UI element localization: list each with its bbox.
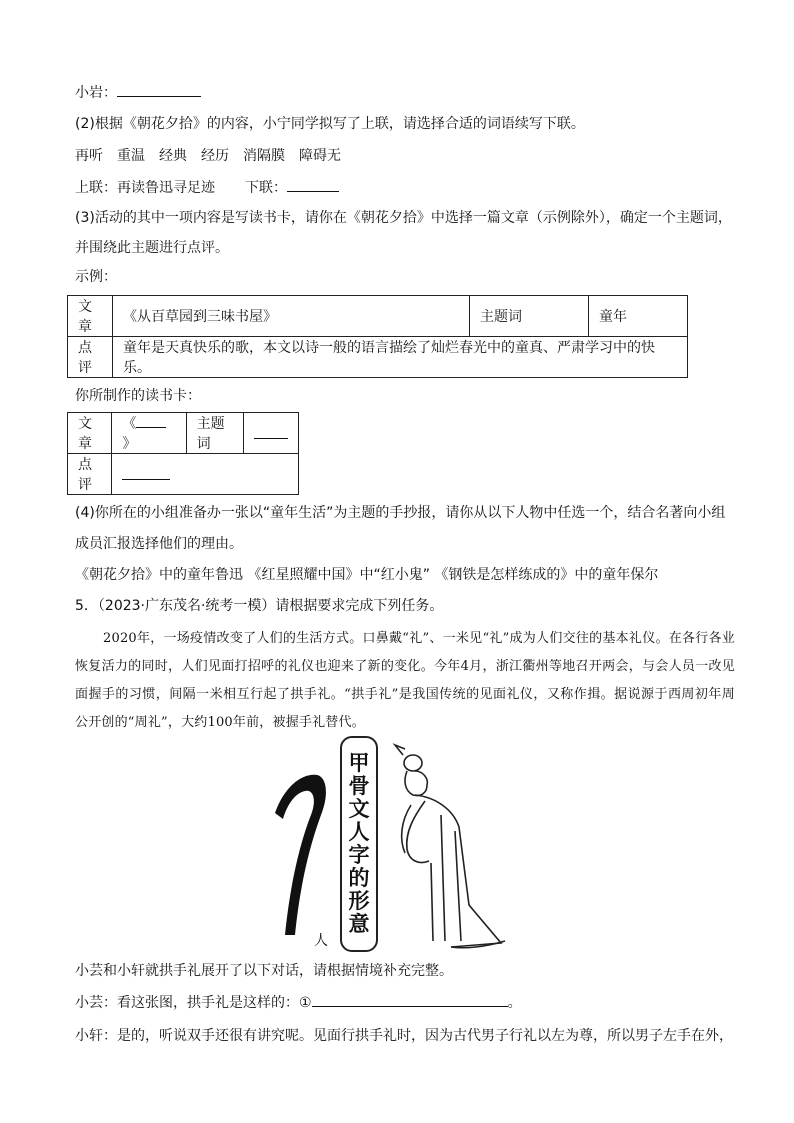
your-card-label-theme: 主题词 bbox=[186, 413, 243, 454]
couplet-line bbox=[75, 177, 339, 198]
oracle-bone-stroke bbox=[275, 775, 326, 935]
example-reading-card bbox=[67, 295, 688, 378]
oracle-character-label: 甲 骨 文 人 字 的 形 意 bbox=[340, 736, 378, 952]
your-card-label-article: 文章 bbox=[68, 413, 112, 454]
card-article: 《从百草园到三味书屋》 bbox=[113, 296, 470, 337]
question-2: (2)根据《朝花夕拾》的内容，小宁同学拟写了上联，请选择合适的词语续写下联。 bbox=[75, 116, 585, 132]
question-3b: 并围绕此主题进行点评。 bbox=[75, 240, 229, 256]
xiaoyan-line bbox=[75, 82, 201, 103]
xiaoyun-blank[interactable] bbox=[312, 992, 508, 1007]
example-label: 示例： bbox=[75, 269, 117, 285]
your-card-label-comment: 点评 bbox=[68, 454, 112, 495]
passage bbox=[75, 625, 735, 737]
small-character: 人 bbox=[314, 933, 328, 949]
your-card-comment bbox=[112, 454, 299, 495]
xiaoyun-text: 小芸：看这张图，拱手礼是这样的： bbox=[75, 995, 299, 1011]
dialog-intro: 小芸和小轩就拱手礼展开了以下对话，请根据情境补充完整。 bbox=[75, 963, 453, 979]
passage-paragraph: 2020年，一场疫情改变了人们的生活方式。口鼻戴“礼”、一米见“礼”成为人们交往的基本礼仪。在各行各业恢复活力的同时，人们见面打招呼的礼仪也迎来了新的变化。今年4月，浙江衢州等地召开两会，与会人员一改见面握手的习惯，间隔一米相互行起了拱手礼。“拱手礼”是我国传统的见面礼仪，又称作揖。据说源于西周初年周公开创的“周礼”，大约100年前，被握手礼替代。 bbox=[75, 631, 735, 730]
card-label-article: 文章 bbox=[68, 296, 113, 337]
your-card-article: 《》 bbox=[112, 413, 186, 454]
card-label-comment: 点评 bbox=[68, 337, 113, 378]
xiaoyan-label: 小岩： bbox=[75, 85, 117, 101]
card-comment: 童年是天真快乐的歌，本文以诗一般的语言描绘了灿烂春光中的童真、严肃学习中的快乐。 bbox=[113, 337, 688, 378]
article-blank[interactable] bbox=[136, 413, 166, 428]
bowing-person-illustration bbox=[395, 745, 505, 948]
your-card-theme bbox=[244, 413, 299, 454]
word-options: 再听 重温 经典 经历 消隔膜 障碍无 bbox=[75, 148, 341, 164]
question-5: 5．（2023·广东茂名·统考一模）请根据要求完成下列任务。 bbox=[75, 598, 444, 614]
question-3a: (3)活动的其中一项内容是写读书卡，请你在《朝花夕拾》中选择一篇文章（示例除外），确定一个主题词， bbox=[75, 210, 732, 226]
xiaoyun-line: 小芸：看这张图，拱手礼是这样的：① 。 bbox=[75, 992, 522, 1013]
couplet-upper: 上联：再读鲁迅寻足迹 bbox=[75, 180, 215, 196]
xiaoxuan-line: 小轩：是的，听说双手还很有讲究呢。见面行拱手礼时，因为古代男子行礼以左为尊，所以男子左手在外， bbox=[75, 1028, 733, 1044]
comment-blank[interactable] bbox=[122, 465, 170, 480]
oracle-bone-figure bbox=[255, 735, 545, 950]
card-theme: 童年 bbox=[589, 296, 688, 337]
card-label-theme: 主题词 bbox=[470, 296, 589, 337]
your-card-label: 你所制作的读书卡： bbox=[75, 388, 201, 404]
couplet-blank[interactable] bbox=[287, 177, 339, 192]
question-4c: 《朝花夕拾》中的童年鲁迅 《红星照耀中国》中“红小鬼” 《钢铁是怎样练成的》中的童年保尔 bbox=[75, 567, 659, 583]
answer-blank[interactable] bbox=[117, 82, 201, 97]
question-4a: (4)你所在的小组准备办一张以“童年生活”为主题的手抄报，请你从以下人物中任选一个，结合名著向小组 bbox=[75, 505, 726, 521]
question-4b: 成员汇报选择他们的理由。 bbox=[75, 536, 243, 552]
couplet-lower-label: 下联： bbox=[245, 180, 287, 196]
your-reading-card bbox=[67, 412, 299, 495]
theme-blank[interactable] bbox=[254, 424, 288, 439]
blank-number: ① bbox=[299, 995, 312, 1011]
